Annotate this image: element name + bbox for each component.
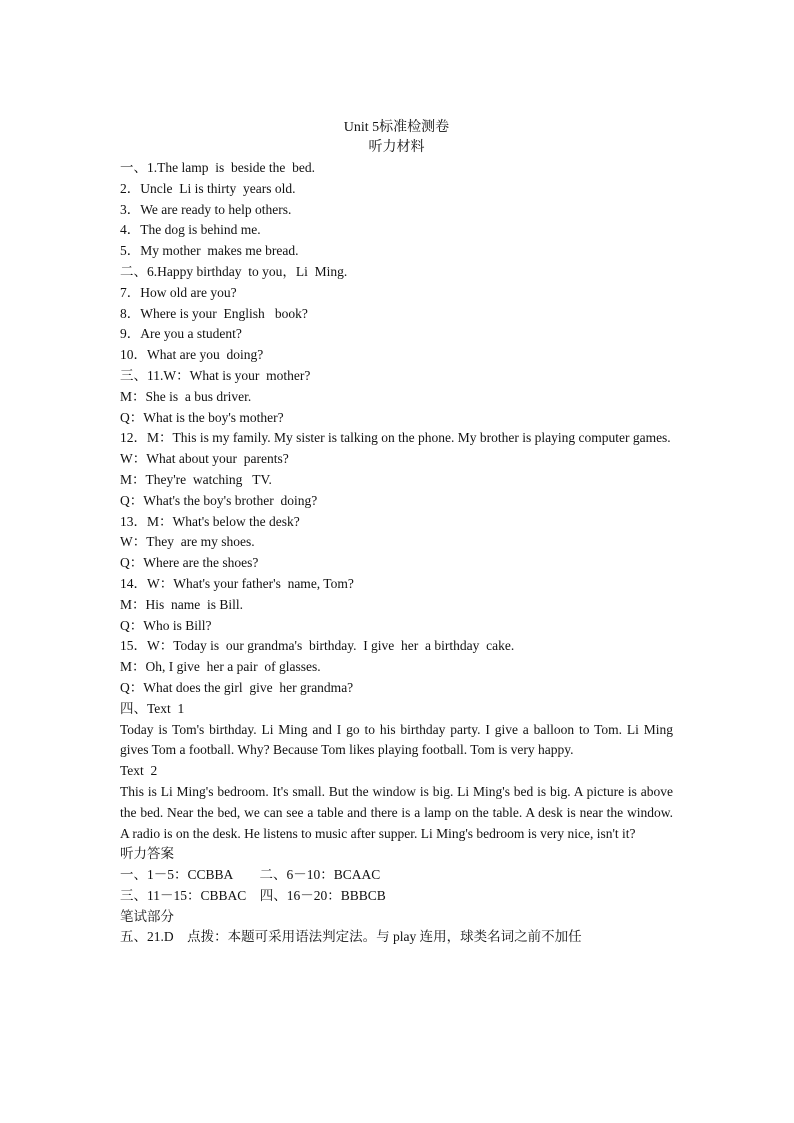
text-line: 三、11.W：What is your mother? xyxy=(120,367,311,383)
written-heading: 笔试部分 xyxy=(120,908,174,924)
text-line: M：Oh, I give her a pair of glasses. xyxy=(120,659,321,675)
text-line: Q：Where are the shoes? xyxy=(120,555,259,571)
page-title: Unit 5标准检测卷 xyxy=(343,120,450,135)
text-line: 7．How old are you? xyxy=(120,284,237,300)
answers-row-2: 三、11－15：CBBAC 四、16－20：BBBCB xyxy=(120,887,386,903)
page-subtitle: 听力材料 xyxy=(368,140,425,155)
text-line: W：What about your parents? xyxy=(120,451,289,467)
text-line: 一、1.The lamp is beside the bed. xyxy=(120,160,315,175)
text-line: M：His name is Bill. xyxy=(120,596,244,612)
text-line: Q：Who is Bill? xyxy=(120,617,212,633)
text-line: 10．What are you doing? xyxy=(120,347,264,363)
listening-lines-part1 xyxy=(120,158,673,428)
paragraph-text-2: This is Li Ming's bedroom. It's small. But the window is big. Li Ming's bed is big. A picture is above the bed. Near the bed, we can see a table and there is a lamp on the table. A desk is near the window. A radio is on the desk. He listens to music after supper. Li Ming's bedroom is very nice, isn't it? xyxy=(120,783,673,841)
text-line: 14．W：What's your father's name, Tom? xyxy=(120,575,354,591)
document-page xyxy=(120,118,673,948)
text-line: 5．My mother makes me bread. xyxy=(120,243,299,259)
text-line: 四、Text 1 xyxy=(120,700,185,716)
text-line: M：She is a bus driver. xyxy=(120,388,252,404)
text-line: 15．W：Today is our grandma's birthday. I give her a birthday cake. xyxy=(120,638,515,654)
text-line: 2．Uncle Li is thirty years old. xyxy=(120,180,296,196)
text-line: W：They are my shoes. xyxy=(120,534,255,550)
answers-row-1: 一、1－5：CCBBA 二、6－10：BCAAC xyxy=(120,867,381,883)
text-line: 二、6.Happy birthday to you，Li Ming. xyxy=(120,263,348,279)
text-2-label: Text 2 xyxy=(120,763,158,779)
text-line: M：They're watching TV. xyxy=(120,471,272,487)
paragraph-12: 12．M：This is my family. My sister is talking on the phone. My brother is playing computer games. xyxy=(120,430,671,446)
written-line-21: 五、21.D 点拨：本题可采用语法判定法。与 play 连用，球类名词之前不加任 xyxy=(120,929,582,945)
text-line: Q：What does the girl give her grandma? xyxy=(120,679,354,695)
text-line: 4．The dog is behind me. xyxy=(120,222,261,238)
text-line: Q：What's the boy's brother doing? xyxy=(120,492,318,508)
text-line: 13．M：What's below the desk? xyxy=(120,513,300,529)
text-line: 9．Are you a student? xyxy=(120,326,242,342)
listening-lines-part2 xyxy=(120,449,673,719)
answers-heading: 听力答案 xyxy=(120,846,174,862)
text-line: 8．Where is your English book? xyxy=(120,305,308,321)
text-line: 3．We are ready to help others. xyxy=(120,201,292,217)
text-line: Q：What is the boy's mother? xyxy=(120,409,284,425)
paragraph-text-1: Today is Tom's birthday. Li Ming and I go to his birthday party. I give a balloon to Tom. Li Ming gives Tom a football. Why? Because Tom likes playing football. Tom is very happy. xyxy=(120,721,673,758)
